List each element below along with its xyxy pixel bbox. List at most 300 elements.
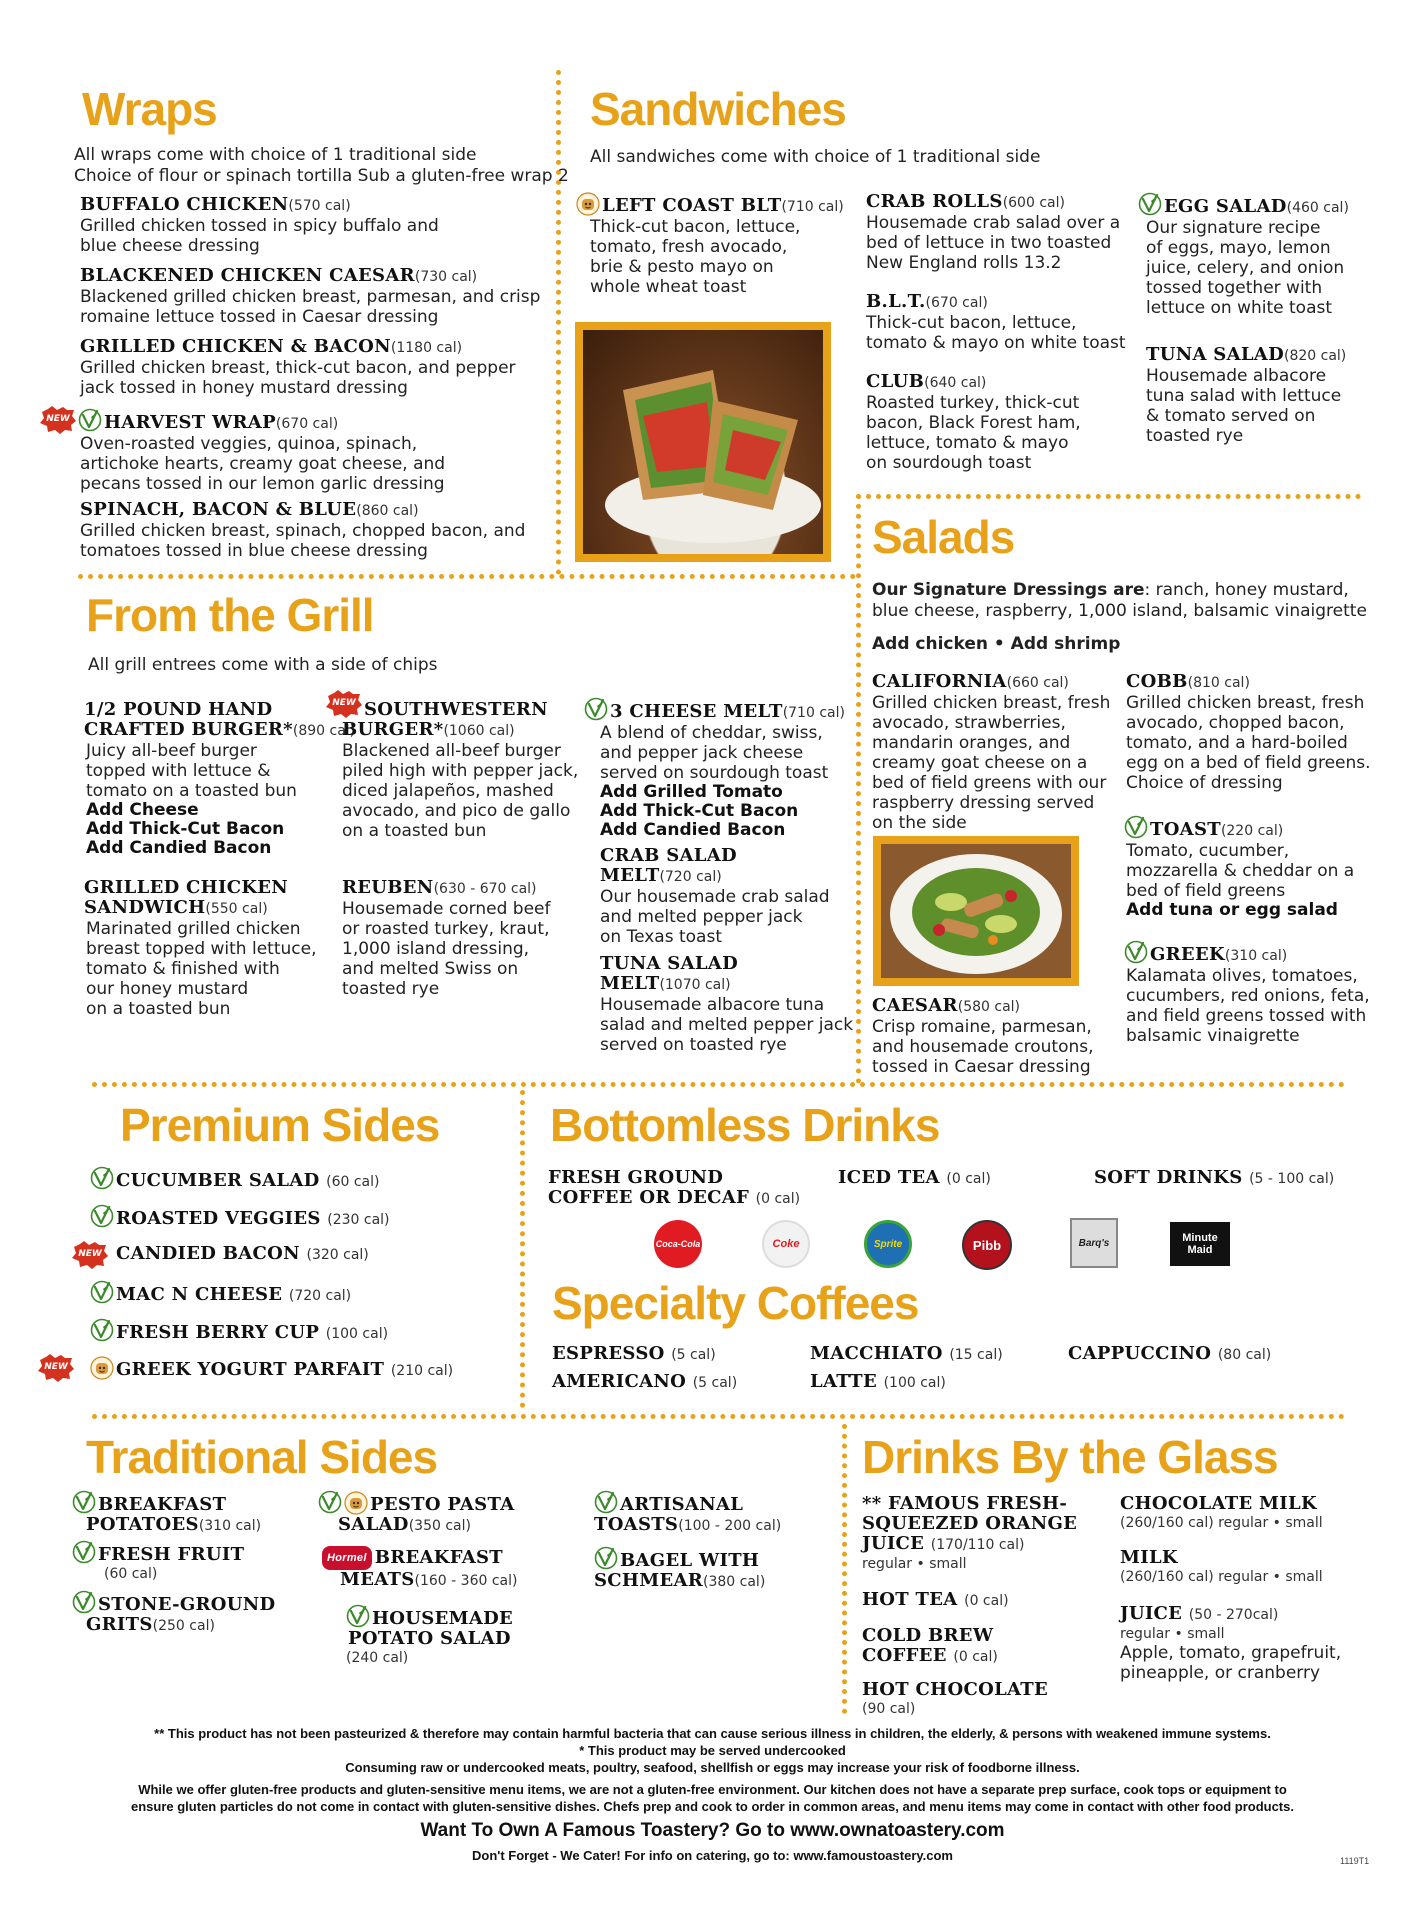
item-name: GRILLED CHICKEN & BACON bbox=[80, 336, 391, 357]
item-desc: Blackened grilled chicken breast, parmesan, and crisp bbox=[80, 287, 541, 307]
sandwich-photo bbox=[575, 322, 831, 562]
item-desc: and melted Swiss on bbox=[342, 959, 519, 979]
item-cal: (310 cal) bbox=[198, 1518, 262, 1534]
item-desc: Kalamata olives, tomatoes, bbox=[1126, 966, 1358, 986]
item-desc: on a toasted bun bbox=[86, 999, 231, 1019]
trad-side-grits bbox=[72, 1590, 275, 1636]
item-desc: or roasted turkey, kraut, bbox=[342, 919, 550, 939]
item-name: SPINACH, BACON & BLUE bbox=[80, 499, 357, 520]
item-desc: tomato & finished with bbox=[86, 959, 280, 979]
item-desc: Thick-cut bacon, lettuce, bbox=[866, 313, 1077, 333]
item-cal: (5 cal) bbox=[692, 1375, 738, 1391]
item-cal: (0 cal) bbox=[953, 1649, 998, 1665]
wraps-note bbox=[74, 145, 569, 187]
item-desc: whole wheat toast bbox=[590, 277, 747, 297]
item-desc: jack tossed in honey mustard dressing bbox=[80, 378, 408, 398]
item-name: FRESH FRUIT bbox=[98, 1544, 245, 1565]
item-name: SALAD bbox=[338, 1514, 409, 1535]
item-cal: (820 cal) bbox=[1283, 348, 1347, 364]
item-name: CLUB bbox=[866, 371, 925, 392]
wraps-note-line2: Choice of flour or spinach tortilla Sub a gluten-free wrap 2 bbox=[74, 166, 569, 186]
footer-unpasteurized-warning: ** This product has not been pasteurized & therefore may contain harmful bacteria that can cause serious illness in children, the elderly, & persons with weakened immune systems. bbox=[154, 1726, 1271, 1741]
specialty-coffees-title: Specialty Coffees bbox=[552, 1277, 919, 1329]
traditional-sides-title: Traditional Sides bbox=[86, 1431, 438, 1483]
item-desc: romaine lettuce tossed in Caesar dressing bbox=[80, 307, 439, 327]
item-name: GREEK bbox=[1150, 944, 1225, 965]
glass-chocolate-milk bbox=[1120, 1494, 1323, 1532]
item-desc: Grilled chicken breast, thick-cut bacon, and pepper bbox=[80, 358, 516, 378]
salads-addons: Add chicken • Add shrimp bbox=[872, 634, 1121, 654]
salad-greek bbox=[1124, 940, 1370, 1046]
item-name: CAESAR bbox=[872, 995, 958, 1016]
coke-logo: Coke bbox=[762, 1220, 810, 1268]
item-desc: piled high with pepper jack, bbox=[342, 761, 579, 781]
item-cal: (170/110 cal) bbox=[930, 1537, 1025, 1553]
footer-foodborne-warning: Consuming raw or undercooked meats, poultry, seafood, shellfish or eggs may increase your risk of foodborne illness. bbox=[345, 1760, 1080, 1775]
wraps-title: Wraps bbox=[82, 83, 217, 135]
item-desc: avocado, and pico de gallo bbox=[342, 801, 571, 821]
item-name: BURGER* bbox=[342, 719, 444, 740]
item-cal: (550 cal) bbox=[205, 901, 268, 917]
item-addon: Add Candied Bacon bbox=[86, 838, 272, 858]
vegetarian-icon bbox=[1124, 815, 1148, 839]
item-name: GREEK YOGURT PARFAIT bbox=[116, 1359, 385, 1380]
drink-coffee bbox=[548, 1168, 800, 1209]
glass-hot-chocolate bbox=[862, 1680, 1048, 1718]
item-desc: artichoke hearts, creamy goat cheese, and bbox=[80, 454, 446, 474]
item-name: AMERICANO bbox=[552, 1371, 687, 1392]
item-desc: tomato, and a hard-boiled bbox=[1126, 733, 1348, 753]
item-desc: on the side bbox=[872, 813, 967, 833]
grill-crab-salad-melt bbox=[600, 846, 830, 947]
item-desc: topped with lettuce & bbox=[86, 761, 271, 781]
item-desc: Our housemade crab salad bbox=[600, 887, 830, 907]
item-desc: lettuce, tomato & mayo bbox=[866, 433, 1069, 453]
item-addon: Add Cheese bbox=[86, 800, 199, 820]
item-desc: salad and melted pepper jack bbox=[600, 1015, 854, 1035]
item-cal: (90 cal) bbox=[862, 1701, 916, 1717]
trad-side-bagel-with-schmear bbox=[594, 1546, 765, 1592]
drink-iced-tea bbox=[838, 1168, 991, 1189]
item-desc: tomato, fresh avocado, bbox=[590, 237, 788, 257]
item-cal: (220 cal) bbox=[1220, 823, 1284, 839]
item-name: 3 CHEESE MELT bbox=[610, 701, 783, 722]
item-desc: Choice of dressing bbox=[1126, 773, 1283, 793]
vegetarian-icon bbox=[78, 408, 102, 432]
item-cal: (1070 cal) bbox=[659, 977, 731, 993]
item-name: ROASTED VEGGIES bbox=[116, 1208, 321, 1229]
premium-side-greek-yogurt-parfait bbox=[90, 1356, 453, 1381]
item-desc: and housemade croutons, bbox=[872, 1037, 1094, 1057]
item-cal: (1060 cal) bbox=[443, 723, 515, 739]
item-desc: Our signature recipe bbox=[1146, 218, 1321, 238]
item-cal: (0 cal) bbox=[964, 1593, 1009, 1609]
item-desc: bacon, Black Forest ham, bbox=[866, 413, 1081, 433]
sandwich-blt bbox=[866, 292, 1126, 353]
item-cal: (320 cal) bbox=[306, 1247, 369, 1263]
item-desc: Grilled chicken tossed in spicy buffalo and bbox=[80, 216, 439, 236]
item-desc: 1,000 island dressing, bbox=[342, 939, 530, 959]
divider-lower bbox=[92, 1414, 1345, 1419]
item-cal: (380 cal) bbox=[703, 1574, 766, 1590]
item-size: regular • small bbox=[1218, 1515, 1323, 1531]
sandwich-left-coast-blt bbox=[576, 192, 856, 297]
salad-california bbox=[872, 672, 1110, 833]
item-name: EGG SALAD bbox=[1164, 196, 1287, 217]
item-cal: (1180 cal) bbox=[390, 340, 463, 356]
grill-reuben bbox=[342, 878, 550, 999]
item-name: B.L.T. bbox=[866, 291, 926, 312]
item-name: MAC N CHEESE bbox=[116, 1284, 283, 1305]
item-desc: served on toasted rye bbox=[600, 1035, 787, 1055]
item-size: regular • small bbox=[1218, 1569, 1323, 1585]
divider-trad-glass bbox=[842, 1424, 847, 1714]
item-cal: (80 cal) bbox=[1217, 1347, 1272, 1363]
wraps-note-line1: All wraps come with choice of 1 traditional side bbox=[74, 145, 477, 165]
item-desc: avocado, strawberries, bbox=[872, 713, 1066, 733]
item-name: CHOCOLATE MILK bbox=[1120, 1493, 1317, 1514]
item-cal: (100 cal) bbox=[325, 1326, 389, 1342]
item-name: CALIFORNIA bbox=[872, 671, 1007, 692]
footer-gluten-line1: While we offer gluten-free products and gluten-sensitive menu items, we are not a gluten-free environment. Our kitchen does not have a separate prep surface, cook tops or equipment to bbox=[138, 1782, 1287, 1797]
trad-side-artisanal-toasts bbox=[594, 1490, 781, 1536]
item-name: POTATO SALAD bbox=[348, 1628, 511, 1649]
item-addon: Add tuna or egg salad bbox=[1126, 900, 1338, 920]
item-name: SQUEEZED ORANGE bbox=[862, 1513, 1078, 1534]
minute-maid-logo: Minute Maid bbox=[1170, 1222, 1230, 1266]
item-name: LATTE bbox=[810, 1371, 878, 1392]
item-cal: (720 cal) bbox=[659, 869, 722, 885]
trad-side-breakfast-potatoes bbox=[72, 1490, 261, 1536]
item-cal: (260/160 cal) bbox=[1120, 1515, 1214, 1531]
item-name: CAPPUCCINO bbox=[1068, 1343, 1212, 1364]
item-cal: (810 cal) bbox=[1187, 675, 1250, 691]
vegetarian-icon bbox=[1138, 192, 1162, 216]
item-cal: (890 cal) bbox=[292, 723, 356, 739]
item-desc: mozzarella & cheddar on a bbox=[1126, 861, 1355, 881]
trad-side-pesto-pasta-salad bbox=[318, 1490, 514, 1536]
item-addon: Add Thick-Cut Bacon bbox=[600, 801, 799, 821]
item-desc: tomatoes tossed in blue cheese dressing bbox=[80, 541, 428, 561]
item-name: MILK bbox=[1120, 1547, 1178, 1568]
new-badge: NEW bbox=[38, 1354, 74, 1382]
item-desc: Thick-cut bacon, lettuce, bbox=[590, 217, 801, 237]
item-desc: Juicy all-beef burger bbox=[86, 741, 257, 761]
item-name: TOASTS bbox=[594, 1514, 679, 1535]
item-name: HARVEST WRAP bbox=[104, 412, 276, 433]
item-cal: (240 cal) bbox=[346, 1650, 409, 1666]
wrap-blackened-chicken-caesar bbox=[80, 266, 540, 327]
vegetarian-icon bbox=[72, 1490, 96, 1514]
salad-toast bbox=[1124, 815, 1354, 920]
item-desc: raspberry dressing served bbox=[872, 793, 1095, 813]
premium-sides-title: Premium Sides bbox=[120, 1099, 440, 1151]
item-cal: (5 - 100 cal) bbox=[1249, 1171, 1335, 1187]
item-name: MEATS bbox=[340, 1569, 415, 1590]
sandwich-crab-rolls bbox=[866, 192, 1120, 273]
vegetarian-icon bbox=[90, 1204, 114, 1228]
vegetarian-icon bbox=[1124, 940, 1148, 964]
item-desc: and field greens tossed with bbox=[1126, 1006, 1367, 1026]
item-cal: (730 cal) bbox=[414, 269, 478, 285]
item-desc: on sourdough toast bbox=[866, 453, 1032, 473]
item-name: COFFEE bbox=[862, 1645, 947, 1666]
drinks-by-the-glass-title: Drinks By the Glass bbox=[862, 1431, 1278, 1483]
item-name: ICED TEA bbox=[838, 1167, 940, 1188]
barqs-logo: Barq's bbox=[1070, 1218, 1118, 1268]
coffee-latte bbox=[810, 1372, 946, 1393]
item-name: SCHMEAR bbox=[594, 1570, 704, 1591]
item-name: CRAB SALAD bbox=[600, 845, 737, 866]
item-desc: pecans tossed in our lemon garlic dressing bbox=[80, 474, 445, 494]
item-name: SOFT DRINKS bbox=[1094, 1167, 1243, 1188]
item-desc: tuna salad with lettuce bbox=[1146, 386, 1342, 406]
footer-undercooked-note: * This product may be served undercooked bbox=[579, 1743, 846, 1758]
vegetarian-icon bbox=[72, 1540, 96, 1564]
footer-catering-link[interactable]: Don't Forget - We Cater! For info on catering, go to: www.famoustoastery.com bbox=[472, 1848, 953, 1863]
item-name: HOUSEMADE bbox=[372, 1608, 514, 1629]
glass-hot-tea bbox=[862, 1590, 1009, 1611]
item-name: FRESH GROUND bbox=[548, 1167, 724, 1188]
coca-cola-logo: Coca-Cola bbox=[654, 1220, 702, 1268]
sandwiches-title: Sandwiches bbox=[590, 83, 846, 135]
trad-side-potato-salad bbox=[346, 1604, 513, 1667]
dressings-list: : ranch, honey mustard, bbox=[1144, 580, 1349, 600]
item-name: SANDWICH bbox=[84, 897, 206, 918]
item-name: REUBEN bbox=[342, 877, 434, 898]
item-name: HOT CHOCOLATE bbox=[862, 1679, 1049, 1700]
sandwich-tuna-salad bbox=[1146, 345, 1346, 446]
item-desc: Blackened all-beef burger bbox=[342, 741, 561, 761]
glass-milk bbox=[1120, 1548, 1323, 1586]
item-name: JUICE bbox=[1120, 1603, 1183, 1624]
grill-burger bbox=[84, 700, 355, 858]
item-name: CUCUMBER SALAD bbox=[116, 1170, 320, 1191]
item-desc: on a toasted bun bbox=[342, 821, 487, 841]
item-name: COBB bbox=[1126, 671, 1188, 692]
item-name: POTATOES bbox=[86, 1514, 199, 1535]
wrap-harvest bbox=[78, 408, 445, 494]
item-name: 1/2 POUND HAND bbox=[84, 699, 273, 720]
coffee-espresso bbox=[552, 1344, 716, 1365]
item-cal: (350 cal) bbox=[408, 1518, 471, 1534]
item-name: ESPRESSO bbox=[552, 1343, 665, 1364]
item-name: LEFT COAST BLT bbox=[602, 195, 782, 216]
item-desc: bed of field greens with our bbox=[872, 773, 1107, 793]
item-cal: (860 cal) bbox=[356, 503, 419, 519]
dressings-list-2: blue cheese, raspberry, 1,000 island, balsamic vinaigrette bbox=[872, 601, 1367, 621]
grill-title: From the Grill bbox=[86, 589, 374, 641]
glass-orange-juice bbox=[862, 1494, 1077, 1573]
item-cal: (100 - 200 cal) bbox=[678, 1518, 782, 1534]
item-cal: (230 cal) bbox=[327, 1212, 390, 1228]
vegetarian-icon bbox=[90, 1280, 114, 1304]
item-desc: of eggs, mayo, lemon bbox=[1146, 238, 1331, 258]
item-desc: creamy goat cheese on a bbox=[872, 753, 1088, 773]
glass-juice bbox=[1120, 1604, 1341, 1683]
item-addon: Add Grilled Tomato bbox=[600, 782, 783, 802]
grill-note: All grill entrees come with a side of chips bbox=[88, 655, 438, 675]
item-desc: tomato on a toasted bun bbox=[86, 781, 297, 801]
sandwiches-note: All sandwiches come with choice of 1 traditional side bbox=[590, 147, 1041, 167]
item-desc: Grilled chicken breast, fresh bbox=[872, 693, 1111, 713]
item-cal: (260/160 cal) bbox=[1120, 1569, 1214, 1585]
item-name: TUNA SALAD bbox=[1146, 344, 1284, 365]
grill-3-cheese-melt bbox=[584, 697, 845, 840]
sandwich-club bbox=[866, 372, 1081, 473]
item-cal: (60 cal) bbox=[104, 1566, 158, 1582]
item-desc: toasted rye bbox=[1146, 426, 1244, 446]
drink-soft-drinks bbox=[1094, 1168, 1334, 1189]
item-desc: brie & pesto mayo on bbox=[590, 257, 774, 277]
item-cal: (0 cal) bbox=[755, 1191, 801, 1207]
toastery-favorite-icon bbox=[576, 192, 600, 216]
salad-illustration bbox=[881, 844, 1071, 978]
item-cal: (60 cal) bbox=[326, 1174, 380, 1190]
divider-middle bbox=[92, 1082, 1345, 1087]
premium-side-mac-n-cheese bbox=[90, 1280, 351, 1306]
item-name: BUFFALO CHICKEN bbox=[80, 194, 289, 215]
item-desc: Apple, tomato, grapefruit, bbox=[1120, 1643, 1342, 1663]
hormel-logo: Hormel bbox=[322, 1546, 372, 1570]
item-desc: juice, celery, and onion bbox=[1146, 258, 1345, 278]
item-cal: (0 cal) bbox=[946, 1171, 991, 1187]
salads-title: Salads bbox=[872, 511, 1015, 563]
item-desc: toasted rye bbox=[342, 979, 440, 999]
vegetarian-icon bbox=[318, 1490, 342, 1514]
item-desc: Housemade albacore bbox=[1146, 366, 1327, 386]
vegetarian-icon bbox=[584, 697, 608, 721]
item-desc: tossed together with bbox=[1146, 278, 1323, 298]
premium-side-candied-bacon bbox=[116, 1244, 369, 1265]
item-desc: avocado, chopped bacon, bbox=[1126, 713, 1345, 733]
premium-side-cucumber-salad bbox=[90, 1166, 379, 1192]
item-name: MELT bbox=[600, 865, 660, 886]
item-size: regular • small bbox=[862, 1556, 967, 1572]
item-desc: bed of field greens bbox=[1126, 881, 1286, 901]
item-cal: (570 cal) bbox=[288, 198, 351, 214]
sandwich-illustration bbox=[583, 330, 823, 554]
item-name: HOT TEA bbox=[862, 1589, 958, 1610]
item-desc: mandarin oranges, and bbox=[872, 733, 1071, 753]
item-name: CRAFTED BURGER* bbox=[84, 719, 293, 740]
item-cal: (310 cal) bbox=[1224, 948, 1288, 964]
item-desc: tossed in Caesar dressing bbox=[872, 1057, 1091, 1077]
item-cal: (210 cal) bbox=[390, 1363, 454, 1379]
item-cal: (50 - 270cal) bbox=[1188, 1607, 1279, 1623]
item-desc: and pepper jack cheese bbox=[600, 743, 804, 763]
salad-caesar bbox=[872, 996, 1094, 1077]
item-name: GRITS bbox=[86, 1614, 153, 1635]
vegetarian-icon bbox=[72, 1590, 96, 1614]
vegetarian-icon bbox=[594, 1546, 618, 1570]
salad-cobb bbox=[1126, 672, 1371, 793]
item-name: BLACKENED CHICKEN CAESAR bbox=[80, 265, 415, 286]
item-addon: Add Thick-Cut Bacon bbox=[86, 819, 285, 839]
item-cal: (720 cal) bbox=[288, 1288, 352, 1304]
item-desc: breast topped with lettuce, bbox=[86, 939, 317, 959]
vegetarian-icon bbox=[346, 1604, 370, 1628]
divider-wraps-grill bbox=[78, 574, 856, 579]
item-cal: (15 cal) bbox=[949, 1347, 1003, 1363]
item-desc: Grilled chicken breast, fresh bbox=[1126, 693, 1365, 713]
item-cal: (460 cal) bbox=[1286, 200, 1349, 216]
item-name: MACCHIATO bbox=[810, 1343, 943, 1364]
item-desc: on Texas toast bbox=[600, 927, 722, 947]
trad-side-breakfast-meats bbox=[322, 1546, 517, 1591]
footer-gluten-line2: ensure gluten particles do not come in contact with gluten-sensitive dishes. Chefs prep and cook to order in common areas, and menu items may come in contact with other food products. bbox=[131, 1799, 1294, 1814]
footer-franchise-link[interactable]: Want To Own A Famous Toastery? Go to www.ownatoastery.com bbox=[420, 1820, 1005, 1841]
item-name: CRAB ROLLS bbox=[866, 191, 1003, 212]
item-desc: & tomato served on bbox=[1146, 406, 1316, 426]
toastery-favorite-icon bbox=[344, 1491, 368, 1515]
item-cal: (100 cal) bbox=[883, 1375, 946, 1391]
sandwich-egg-salad bbox=[1138, 192, 1349, 318]
divider-premium-drinks bbox=[520, 1090, 525, 1408]
item-desc: Oven-roasted veggies, quinoa, spinach, bbox=[80, 434, 418, 454]
item-desc: our honey mustard bbox=[86, 979, 249, 999]
new-badge: NEW bbox=[326, 690, 362, 718]
item-cal: (660 cal) bbox=[1006, 675, 1069, 691]
item-desc: Marinated grilled chicken bbox=[86, 919, 301, 939]
item-desc: cucumbers, red onions, feta, bbox=[1126, 986, 1370, 1006]
wrap-spinach-bacon-blue bbox=[80, 500, 525, 561]
toastery-favorite-icon bbox=[90, 1356, 114, 1380]
item-name: JUICE bbox=[862, 1533, 925, 1554]
item-cal: (710 cal) bbox=[782, 705, 845, 721]
item-cal: (670 cal) bbox=[275, 416, 339, 432]
item-desc: Tomato, cucumber, bbox=[1126, 841, 1290, 861]
item-name: ** FAMOUS FRESH- bbox=[862, 1493, 1068, 1514]
item-desc: and melted pepper jack bbox=[600, 907, 803, 927]
item-desc: bed of lettuce in two toasted bbox=[866, 233, 1112, 253]
item-cal: (250 cal) bbox=[152, 1618, 215, 1634]
item-name: GRILLED CHICKEN bbox=[84, 877, 289, 898]
item-desc: New England rolls 13.2 bbox=[866, 253, 1062, 273]
item-cal: (630 - 670 cal) bbox=[433, 881, 537, 897]
divider-sandwiches-salads bbox=[856, 494, 1361, 499]
item-desc: Housemade crab salad over a bbox=[866, 213, 1121, 233]
item-name: TOAST bbox=[1150, 819, 1221, 840]
new-badge: NEW bbox=[40, 406, 76, 434]
item-desc: Housemade albacore tuna bbox=[600, 995, 825, 1015]
item-name: BREAKFAST bbox=[374, 1547, 503, 1568]
menu-code: 1119T1 bbox=[1340, 1856, 1370, 1866]
item-name: MELT bbox=[600, 973, 660, 994]
item-name: STONE-GROUND bbox=[98, 1594, 276, 1615]
item-cal: (670 cal) bbox=[925, 295, 988, 311]
grill-southwestern-burger bbox=[342, 700, 578, 841]
coffee-macchiato bbox=[810, 1344, 1003, 1365]
grill-tuna-salad-melt bbox=[600, 954, 853, 1055]
bottomless-drinks-title: Bottomless Drinks bbox=[550, 1099, 940, 1151]
coffee-cappuccino bbox=[1068, 1344, 1271, 1365]
item-desc: Housemade corned beef bbox=[342, 899, 551, 919]
item-name: BREAKFAST bbox=[98, 1494, 227, 1515]
pibb-logo: Pibb bbox=[962, 1220, 1012, 1270]
item-desc: lettuce on white toast bbox=[1146, 298, 1333, 318]
item-desc: Roasted turkey, thick-cut bbox=[866, 393, 1080, 413]
item-size: regular • small bbox=[1120, 1626, 1225, 1642]
item-name: FRESH BERRY CUP bbox=[116, 1322, 320, 1343]
item-name: PESTO PASTA bbox=[370, 1494, 515, 1515]
grill-grilled-chicken-sandwich bbox=[84, 878, 316, 1019]
item-desc: Crisp romaine, parmesan, bbox=[872, 1017, 1092, 1037]
vegetarian-icon bbox=[90, 1166, 114, 1190]
sprite-logo: Sprite bbox=[864, 1220, 912, 1268]
dressings-label: Our Signature Dressings are bbox=[872, 580, 1145, 600]
item-cal: (580 cal) bbox=[957, 999, 1021, 1015]
